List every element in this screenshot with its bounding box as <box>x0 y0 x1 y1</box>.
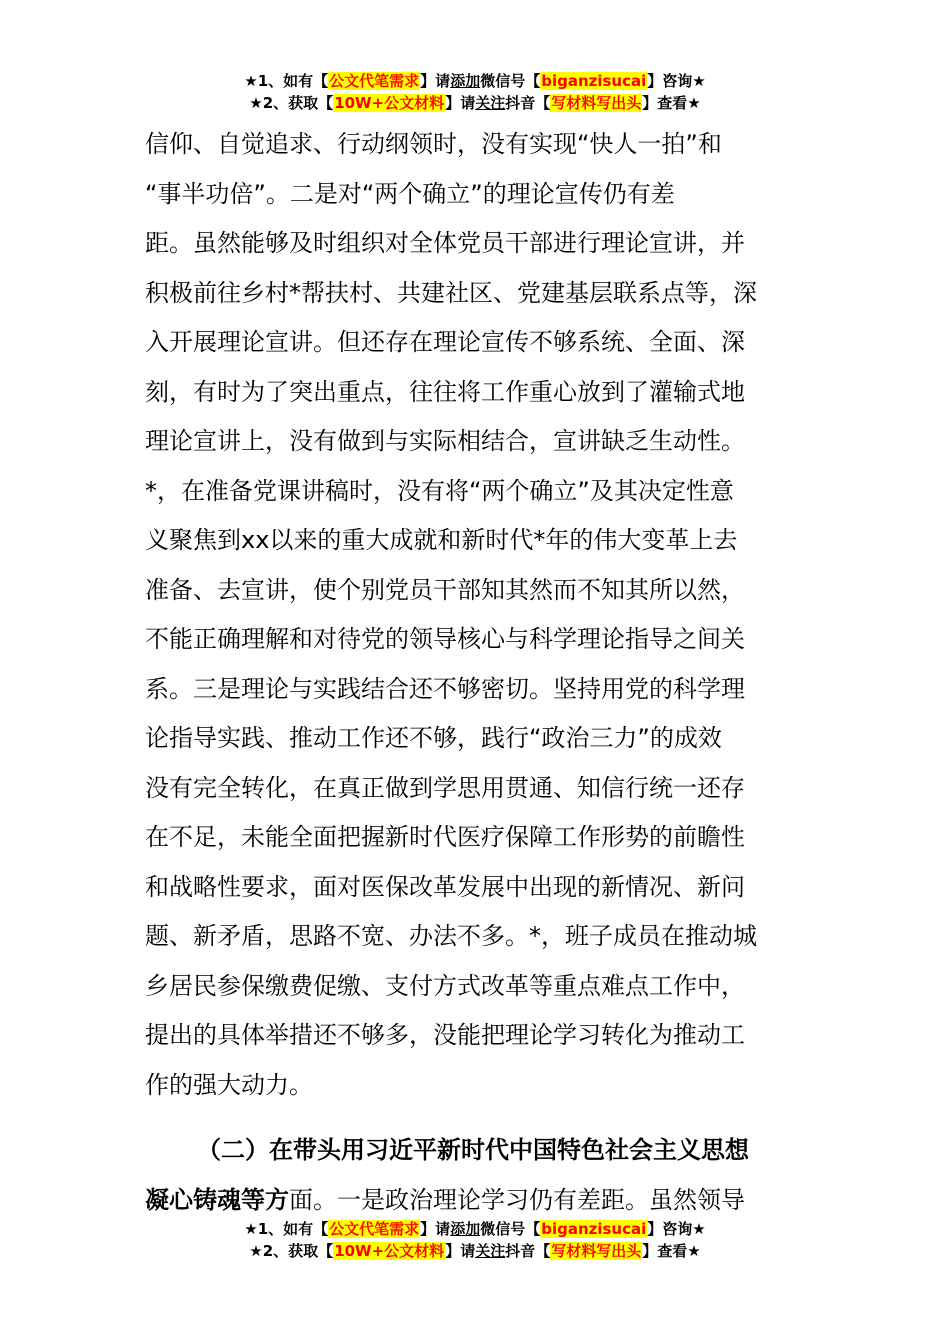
body-line: 距。虽然能够及时组织对全体党员干部进行理论宣讲，并 <box>145 229 745 257</box>
highlight-ghostwriting: 公文代笔需求 <box>329 72 420 90</box>
body-line: 没有完全转化，在真正做到学思用贯通、知信行统一还存 <box>145 773 745 802</box>
highlight-wechat-id: biganzisucai <box>541 72 647 90</box>
banner-line-1: ★1、如有【公文代笔需求】请添加微信号【biganzisucai】咨询★ <box>244 1220 706 1238</box>
document-body <box>145 120 810 1225</box>
body-line: 论指导实践、推动工作还不够，践行“政治三力”的成效 <box>145 724 722 752</box>
body-line: 积极前往乡村*帮扶村、共建社区、党建基层联系点等，深 <box>145 278 757 307</box>
banner-line-1: ★1、如有【公文代笔需求】请添加微信号【biganzisucai】咨询★ <box>244 72 706 90</box>
body-line: 题、新矛盾，思路不宽、办法不多。*，班子成员在推动城 <box>145 922 757 950</box>
body-line: 不能正确理解和对待党的领导核心与科学理论指导之间关 <box>145 625 745 653</box>
body-line: 乡居民参保缴费促缴、支付方式改革等重点难点工作中， <box>145 971 745 1000</box>
body-line: *，在准备党课讲稿时，没有将“两个确立”及其决定性意 <box>145 476 734 505</box>
body-line: 系。三是理论与实践结合还不够密切。坚持用党的科学理 <box>145 674 745 703</box>
highlight-douyin: 写材料写出头 <box>551 1242 642 1260</box>
highlight-materials: 10W+公文材料 <box>334 94 445 112</box>
body-line: “事半功倍”。二是对“两个确立”的理论宣传仍有差 <box>145 179 675 208</box>
body-line: 和战略性要求，面对医保改革发展中出现的新情况、新问 <box>145 872 745 901</box>
highlight-materials: 10W+公文材料 <box>334 1242 445 1260</box>
body-line: 信仰、自觉追求、行动纲领时，没有实现“快人一拍”和 <box>145 130 722 158</box>
header-banner <box>0 70 950 114</box>
section-heading: （二）在带头用习近平新时代中国特色社会主义思想 <box>197 1136 749 1164</box>
footer-banner <box>0 1218 950 1262</box>
body-line: 提出的具体举措还不够多，没能把理论学习转化为推动工 <box>145 1021 745 1049</box>
body-line: 在不足，未能全面把握新时代医疗保障工作形势的前瞻性 <box>145 823 745 851</box>
body-line: 刻，有时为了突出重点，往往将工作重心放到了灌输式地 <box>145 377 745 406</box>
body-line: 入开展理论宣讲。但还存在理论宣传不够系统、全面、深 <box>145 328 745 356</box>
highlight-ghostwriting: 公文代笔需求 <box>329 1220 420 1238</box>
body-line: 作的强大动力。 <box>145 1070 313 1099</box>
highlight-wechat-id: biganzisucai <box>541 1220 647 1238</box>
body-line: 准备、去宣讲，使个别党员干部知其然而不知其所以然， <box>145 575 745 604</box>
highlight-douyin: 写材料写出头 <box>551 94 642 112</box>
banner-line-2: ★2、获取【10W+公文材料】请关注抖音【写材料写出头】查看★ <box>249 1242 701 1260</box>
body-line: 义聚焦到xx以来的重大成就和新时代*年的伟大变革上去 <box>145 526 738 554</box>
body-line: 理论宣讲上，没有做到与实际相结合，宣讲缺乏生动性。 <box>145 427 745 455</box>
section-heading-continued: 凝心铸魂等方面。一是政治理论学习仍有差距。虽然领导 <box>145 1185 745 1214</box>
banner-line-2: ★2、获取【10W+公文材料】请关注抖音【写材料写出头】查看★ <box>249 94 701 112</box>
